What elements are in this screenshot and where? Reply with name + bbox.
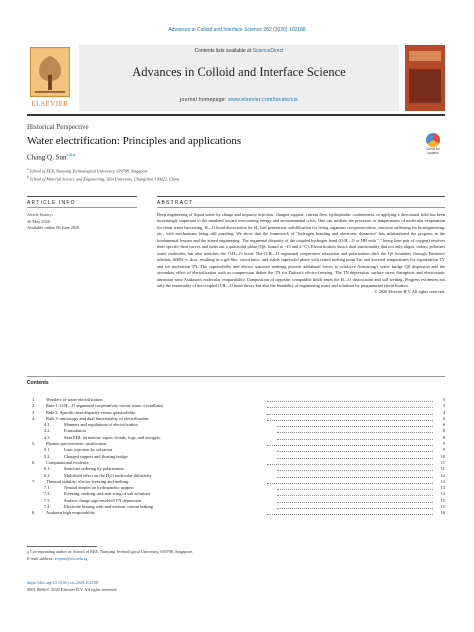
toc-entry-title: Rule 1: O:H—O segmental cooperativity versus water crystallinity (46, 403, 164, 409)
email-line: E-mail address: ecqsun@ntu.edu.sg. (27, 555, 89, 561)
toc-entry-number: 4. (32, 415, 36, 421)
toc-entry-number: 7. (32, 478, 36, 484)
toc-entry-page: 14 (440, 491, 445, 497)
elsevier-wordmark: ELSEVIER (31, 100, 69, 108)
toc-entry-page: 11 (440, 466, 445, 472)
abstract-rule (157, 196, 445, 197)
toc-entry-page: 9 (442, 447, 445, 453)
toc-entry-page: 16 (440, 510, 445, 516)
toc-leader-dots (267, 445, 433, 446)
toc-entry-title: Rule 3: anisotropy and dual functionality of electrification. (46, 415, 150, 421)
check-updates-label: Check for updates (426, 147, 440, 155)
toc-entry-title: Multifield effect on the H₂O molecular diffusivity (64, 472, 152, 478)
toc-entry-page: 12 (440, 472, 445, 478)
toc-entry-number: 8. (32, 510, 36, 516)
toc-entry-page: 3 (442, 397, 445, 402)
toc-entry-title: Asakawa high evaporability (46, 510, 96, 516)
toc-entry-page: 6 (442, 422, 445, 428)
toc-entry-number: 4.3. (44, 434, 51, 440)
author-line (27, 152, 75, 161)
toc-entry-page: 3 (442, 403, 445, 409)
toc-leader-dots (267, 464, 433, 465)
contents-available-line (79, 48, 399, 54)
toc-entry-title: Wonders of water electrification (46, 397, 103, 402)
abstract-bottom-rule (27, 376, 445, 377)
toc-entry-page: 8 (442, 428, 445, 434)
journal-title: Advances in Colloid and Interface Science (132, 65, 346, 79)
abstract-subrule (157, 207, 445, 208)
contents-heading: Contents (27, 380, 49, 386)
article-history (27, 212, 137, 232)
doi-block (27, 580, 117, 593)
contents-prefix: Contents lists available at (194, 48, 253, 54)
masthead (79, 45, 399, 111)
toc-entry-number: 4.1. (44, 422, 51, 428)
check-updates-icon (426, 133, 440, 147)
toc-entry-title: Manners and regulations of electrification. (64, 422, 139, 428)
article-info-subrule (27, 207, 137, 208)
toc-leader-dots (267, 401, 433, 402)
toc-leader-dots (277, 432, 433, 433)
abstract-copyright: © 2020 Elsevier B.V. All rights reserved. (374, 289, 445, 295)
journal-reference[interactable]: Advances in Colloid and Interface Science 282 (2020) 102188 (168, 27, 306, 33)
toc-leader-dots (267, 407, 433, 408)
toc-entry-number: 5. (32, 441, 36, 447)
header-divider (27, 114, 445, 116)
toc-entry-title: Freezing, melting, and anti-icing of salt solutions (64, 491, 151, 497)
affiliation-item: $^b$ School of Material Science and Engineering, Jilin University, Changchun 130022, China (27, 175, 180, 182)
article-title: Water electrification: Principles and applications (27, 135, 242, 147)
toc-entry-title: Electrode biasing with and without current leaking (64, 504, 154, 510)
toc-entry-page: 4 (442, 409, 445, 415)
author-name[interactable]: Chang Q. Sun (27, 153, 67, 162)
toc-leader-dots (277, 451, 433, 452)
toc-entry-number: 7.4. (44, 504, 51, 510)
toc-entry-title: Neutral droplet on hydrophobic support (64, 485, 134, 491)
abstract-heading: ABSTRACT (157, 200, 194, 206)
toc-entry-title: Structure ordering by polarization (64, 466, 124, 472)
toc-entry-number: 6. (32, 459, 36, 465)
sciencedirect-link[interactable]: ScienceDirect (252, 48, 284, 54)
toc-entry-number: 6.1. (44, 466, 51, 472)
toc-entry-page: 10 (440, 453, 445, 459)
toc-entry-number: 2. (32, 403, 36, 409)
doi-link[interactable]: https://doi.org/10.1016/j.cis.2020.102188 (27, 580, 99, 585)
toc-entry-title: Skin EDL formation: vapor, clouds, fogs, and aerogels. (64, 434, 161, 440)
toc-entry-page: 6 (442, 415, 445, 421)
history-received: 30 May 2020 (27, 218, 50, 224)
toc-entry-number: 7.3. (44, 497, 51, 503)
check-for-updates-button[interactable] (422, 133, 444, 159)
toc-leader-dots (267, 514, 433, 515)
toc-leader-dots (277, 477, 433, 478)
toc-leader-dots (277, 439, 433, 440)
toc-leader-dots (267, 483, 433, 484)
footnote-rule (27, 546, 97, 547)
toc-leader-dots (277, 502, 433, 503)
affiliation-item: $^a$ School of EEE, Nanyang Technological University, 639798, Singapore (27, 167, 148, 174)
toc-leader-dots (277, 495, 433, 496)
toc-leader-dots (277, 489, 433, 490)
toc-leader-dots (277, 470, 433, 471)
toc-entry-number: 1. (32, 397, 36, 402)
toc-entry-page: 15 (440, 504, 445, 510)
history-online: Available online 06 June 2020 (27, 225, 80, 230)
toc-entry-number: 6.2. (44, 472, 51, 478)
toc-entry-title: Formulation (64, 428, 86, 434)
toc-entry-title: Ionic injection by solvation (64, 447, 113, 453)
toc-entry-number: 7.2. (44, 491, 51, 497)
toc-entry[interactable] (27, 510, 445, 516)
toc-entry-page: 11 (440, 459, 445, 465)
toc-entry-page: 13 (440, 485, 445, 491)
toc-entry-page: 9 (442, 441, 445, 447)
abstract-text: Deep engineering of liquid water by charge and impurity injection, charged support, current flow, hydrophobic confinement, or applying a directional field has been increasingly important to the mankind toward overcoming energy and environmental crisis. One can mediate the processes or temperatures of molecular evaporation for clean water harvesting, H—O bond dissociation for H₂ fuel generation, solidification for living organism cryopreservation, structure stiffening for bioengineering, etc., with mechanisms being still puzzling. We show that the framework of "hydrogen bonding and electronic dynamics" has substantiated the progress in the fundamental lessons and the aimed engineering. The segmental disparity of the coupled hydrogen bond (O:H—O or HB with ":" being lone pair of oxygen) resolves their specific-heat curves and turns out a quasisolid phase (QS, bound at ~15 and 4 °C). Electrification shows dual functionality that not only aligns, orders, polarizes water molecules but also stretches the O:H—O bond. The O:H—O segmental cooperative relaxation and polarization shift the QS boundary through Einstein's relation, ΔΘDx ∝ Δωx, resulting in a gel-like, viscoelastic, and stable supersolid phase with raised melting point Tm and lowered temperatures for vaporization TV and ice nucleation TN. The supersolidity and electro structure ordering provide additional forces to reinforce Armstrong's water bridge QS dispersion and the secondary effect of electrification such as compression define the TN for Dufour's electro-freezing. The TN depression, surface stress disruption, and electrostatic attraction raise Asakawa's molecular evaporability. Composition of opposite, compatible fields eases the H—O dissociation and soil wetting. Progress evidences not only the essentiality of the coupled O:H—O bond theory but also the feasibility of engineering water and solutions by programmed electrification. (157, 212, 445, 288)
toc-leader-dots (267, 420, 433, 421)
toc-entry-page: 8 (442, 434, 445, 440)
elsevier-logo (27, 45, 73, 111)
table-of-contents (27, 397, 445, 517)
toc-leader-dots (277, 426, 433, 427)
toc-entry-title: Rule 2: Specific-heat disparity versus quasisolidity (46, 409, 136, 415)
rights-line: 0001-8686/© 2020 Elsevier B.V. All rights reserved. (27, 586, 118, 592)
toc-entry-title: Phonon spectrometric justification (46, 441, 107, 447)
journal-homepage (79, 97, 399, 103)
article-type: Historical Perspective (27, 123, 89, 131)
toc-entry-number: 3. (32, 409, 36, 415)
elsevier-tree-icon (30, 47, 70, 97)
toc-entry-title: Computational evidence (46, 459, 89, 465)
toc-leader-dots (267, 414, 433, 415)
homepage-label: journal homepage: (180, 97, 229, 103)
toc-entry-page: 13 (440, 478, 445, 484)
history-label: Article history: (27, 212, 54, 217)
affiliations (27, 166, 179, 183)
toc-leader-dots (277, 458, 433, 459)
toc-entry-number: 5.1. (44, 447, 51, 453)
toc-leader-dots (277, 508, 433, 509)
footnote (27, 549, 193, 562)
journal-cover-image (405, 45, 445, 111)
abstract-body (157, 212, 445, 378)
toc-entry-page: 15 (440, 497, 445, 503)
author-superscript[interactable]: a,b,⁎ (66, 152, 76, 157)
homepage-link[interactable]: www.elsevier.com/locate/cis (228, 97, 298, 103)
toc-entry-title: Surface charge sign resolved TN depression (64, 497, 142, 503)
toc-entry-number: 5.2. (44, 453, 51, 459)
journal-header (27, 45, 445, 115)
toc-entry-number: 7.1. (44, 485, 51, 491)
article-info-rule (27, 196, 137, 197)
toc-entry-title: Charged support and floating bridge (64, 453, 128, 459)
toc-entry-title: Thermal stability: electro-freezing and melting. (46, 478, 130, 484)
article-info-heading: ARTICLE INFO (27, 200, 76, 206)
cover-banner (409, 51, 441, 61)
author-email-link[interactable]: ecqsun@ntu.edu.sg. (54, 555, 89, 561)
cover-picture (409, 69, 441, 103)
corresponding-author-note: ⁎ Corresponding author at: School of EEE, Nanyang Technological University, 639798, Singapore. (27, 549, 194, 554)
toc-entry-number: 4.2. (44, 428, 51, 434)
